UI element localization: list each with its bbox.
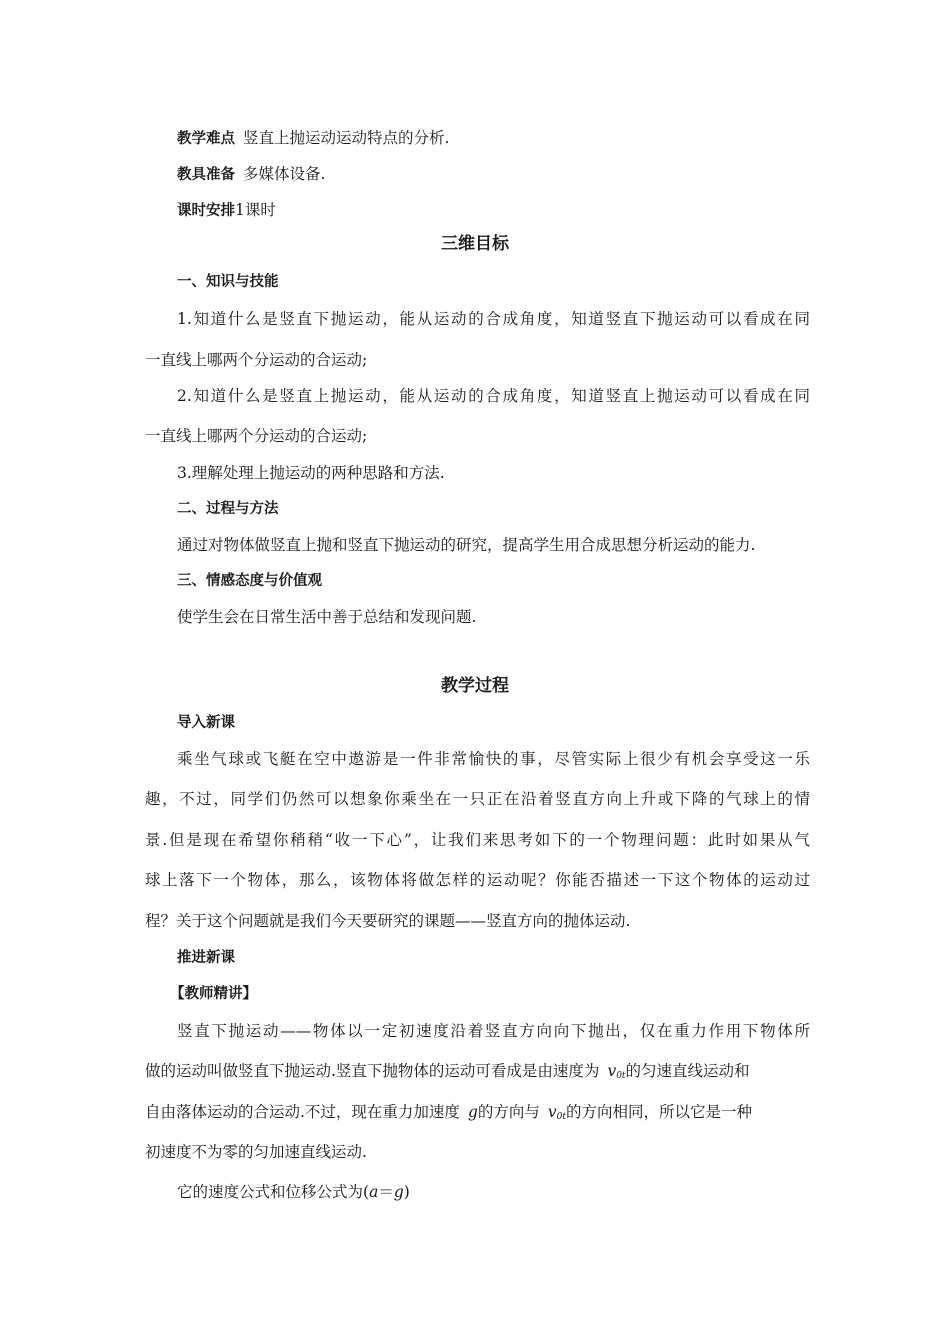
heading-process: 二、过程与方法 (177, 501, 279, 517)
text-run: 的方向相同，所以它是一种 (566, 1103, 753, 1121)
paragraph-line: 景.但是现在希望你稍稍“收一下心”，让我们来思考如下的一个物理问题：此时如果从气 (145, 831, 810, 849)
gravity-symbol: g (467, 1103, 478, 1121)
heading-teacher-explain: 【教师精讲】 (170, 986, 257, 1002)
gravity-symbol: g (393, 1183, 404, 1201)
velocity-subscript: 0t (616, 1071, 626, 1081)
meta-text: 1课时 (235, 201, 276, 219)
paragraph-line: 球上落下一个物体，那么，该物体将做怎样的运动呢？你能否描述一下这个物体的运动过 (145, 871, 810, 889)
text-run: ) (403, 1183, 410, 1201)
paragraph-line: 乘坐气球或飞艇在空中遨游是一件非常愉快的事，尽管实际上很少有机会享受这一乐 (177, 750, 810, 768)
meta-label: 课时安排 (177, 203, 235, 219)
paragraph-line: 1.知道什么是竖直下抛运动，能从运动的合成角度，知道竖直下抛运动可以看成在同 (177, 310, 810, 328)
velocity-symbol: v (607, 1062, 617, 1080)
text-run: 自由落体运动的合运动.不过，现在重力加速度 (145, 1103, 460, 1121)
meta-schedule (177, 200, 842, 221)
paragraph-line: 3.理解处理上抛运动的两种思路和方法. (177, 464, 445, 482)
velocity-subscript: 0t (556, 1112, 566, 1122)
paragraph-line: 2.知道什么是竖直上抛运动，能从运动的合成角度，知道竖直上抛运动可以看成在同 (177, 387, 810, 405)
paragraph-line: 一直线上哪两个分运动的合运动; (145, 351, 368, 369)
text-run: 的方向与 (477, 1103, 540, 1121)
meta-difficulty (177, 128, 842, 149)
text-run: 它的速度公式和位移公式为( (177, 1183, 370, 1201)
heading-attitude: 三、情感态度与价值观 (177, 573, 322, 589)
paragraph-line: 趣，不过，同学们仍然可以想象你乘坐在一只正在沿着竖直方向上升或下降的气球上的情 (145, 790, 810, 808)
paragraph-line: 一直线上哪两个分运动的合运动; (145, 427, 368, 445)
paragraph-line: 竖直下抛运动——物体以一定初速度沿着竖直方向向下抛出，仅在重力作用下物体所 (177, 1022, 810, 1040)
velocity-symbol: v (547, 1103, 557, 1121)
paragraph-line-with-formula (177, 1182, 842, 1202)
section-title-process: 教学过程 (441, 676, 509, 696)
text-run: 做的运动叫做竖直下抛运动.竖直下抛物体的运动可看成是由速度为 (145, 1062, 600, 1080)
acceleration-symbol: a (369, 1183, 379, 1201)
paragraph-line: 通过对物体做竖直上抛和竖直下抛运动的研究，提高学生用合成思想分析运动的能力. (177, 536, 756, 554)
paragraph-line: 程？关于这个问题就是我们今天要研究的课题——竖直方向的抛体运动. (145, 912, 631, 930)
heading-new-lesson: 推进新课 (177, 950, 235, 966)
meta-equipment (177, 164, 842, 185)
heading-intro: 导入新课 (177, 715, 235, 731)
meta-label: 教学难点 (177, 131, 235, 147)
paragraph-line: 初速度不为零的匀加速直线运动. (145, 1143, 367, 1161)
equals-sign: ＝ (378, 1183, 394, 1201)
paragraph-line: 使学生会在日常生活中善于总结和发现问题. (177, 608, 477, 626)
meta-label: 教具准备 (177, 167, 235, 183)
meta-text: 多媒体设备. (243, 165, 326, 183)
section-title-objectives: 三维目标 (441, 234, 509, 254)
paragraph-line-with-formula (145, 1102, 810, 1127)
heading-knowledge: 一、知识与技能 (177, 274, 279, 290)
paragraph-line-with-formula (145, 1061, 810, 1086)
meta-text: 竖直上抛运动运动特点的分析. (243, 129, 450, 147)
text-run: 的匀速直线运动和 (625, 1062, 750, 1080)
